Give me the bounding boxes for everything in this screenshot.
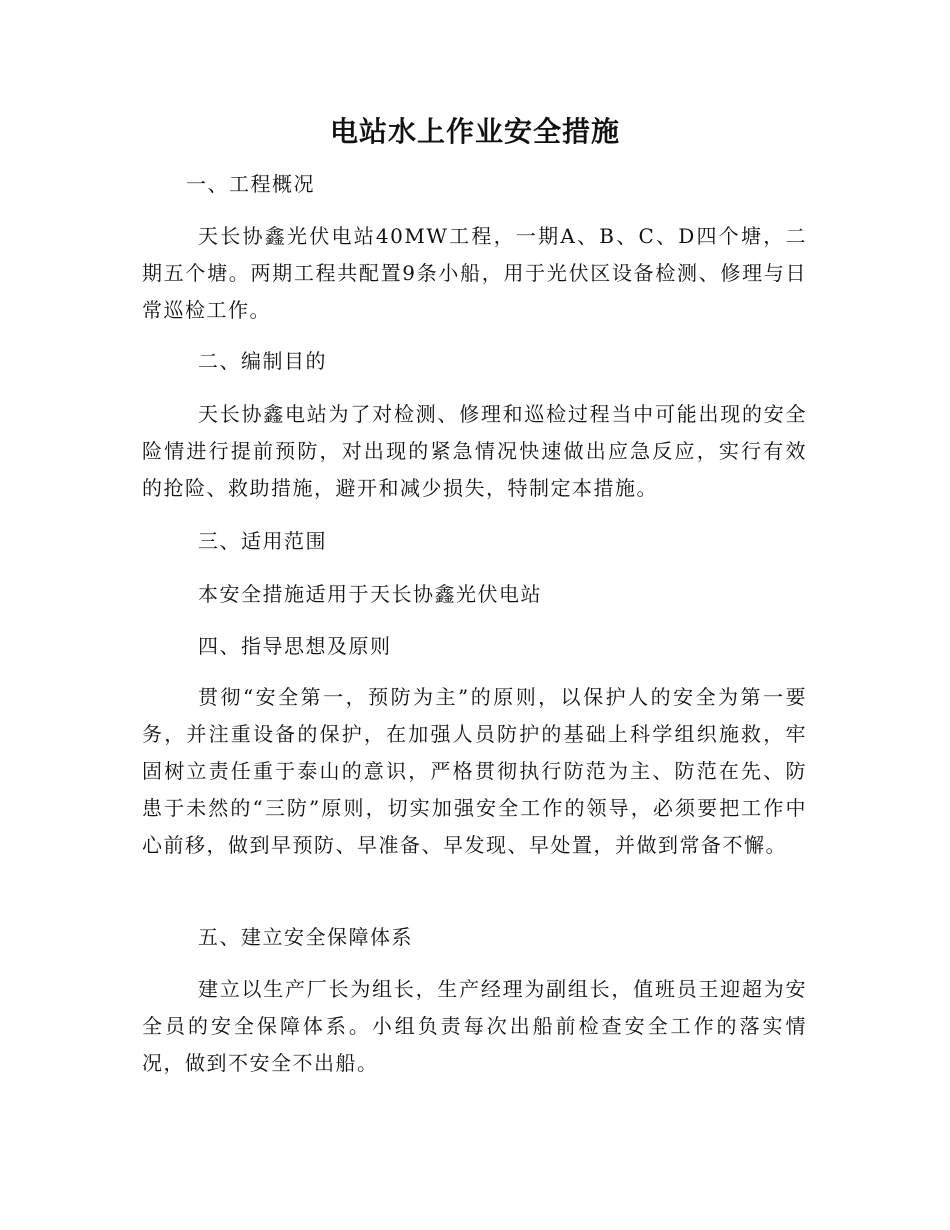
section2-paragraph: 天长协鑫电站为了对检测、修理和巡检过程当中可能出现的安全险情进行提前预防，对出现的紧急情况快速做出应急反应，实行有效的抢险、救助措施，避开和减少损失，特制定本措施。 bbox=[142, 402, 807, 500]
section3-paragraph: 本安全措施适用于天长协鑫光伏电站 bbox=[198, 582, 542, 606]
section4-heading: 四、指导思想及原则 bbox=[198, 634, 392, 658]
section5-heading: 五、建立安全保障体系 bbox=[198, 925, 413, 949]
document-title: 电站水上作业安全措施 bbox=[329, 115, 620, 148]
section1-paragraph: 天长协鑫光伏电站40MW工程，一期A、B、C、D四个塘，二期五个塘。两期工程共配置9条小船，用于光伏区设备检测、修理与日常巡检工作。 bbox=[142, 224, 807, 322]
section3-heading: 三、适用范围 bbox=[198, 529, 327, 553]
section4-paragraph: 贯彻“安全第一，预防为主”的原则，以保护人的安全为第一要务，并注重设备的保护，在加强人员防护的基础上科学组织施救，牢固树立责任重于泰山的意识，严格贯彻执行防范为主、防范在先、防患于未然的“三防”原则，切实加强安全工作的领导，必须要把工作中心前移，做到早预防、早准备、早发现、早处置，并做到常备不懈。 bbox=[142, 685, 807, 857]
section2-heading: 二、编制目的 bbox=[198, 349, 327, 373]
section1-heading: 一、工程概况 bbox=[186, 172, 315, 196]
section5-paragraph: 建立以生产厂长为组长，生产经理为副组长，值班员王迎超为安全员的安全保障体系。小组负责每次出船前检查安全工作的落实情况，做到不安全不出船。 bbox=[142, 977, 807, 1075]
